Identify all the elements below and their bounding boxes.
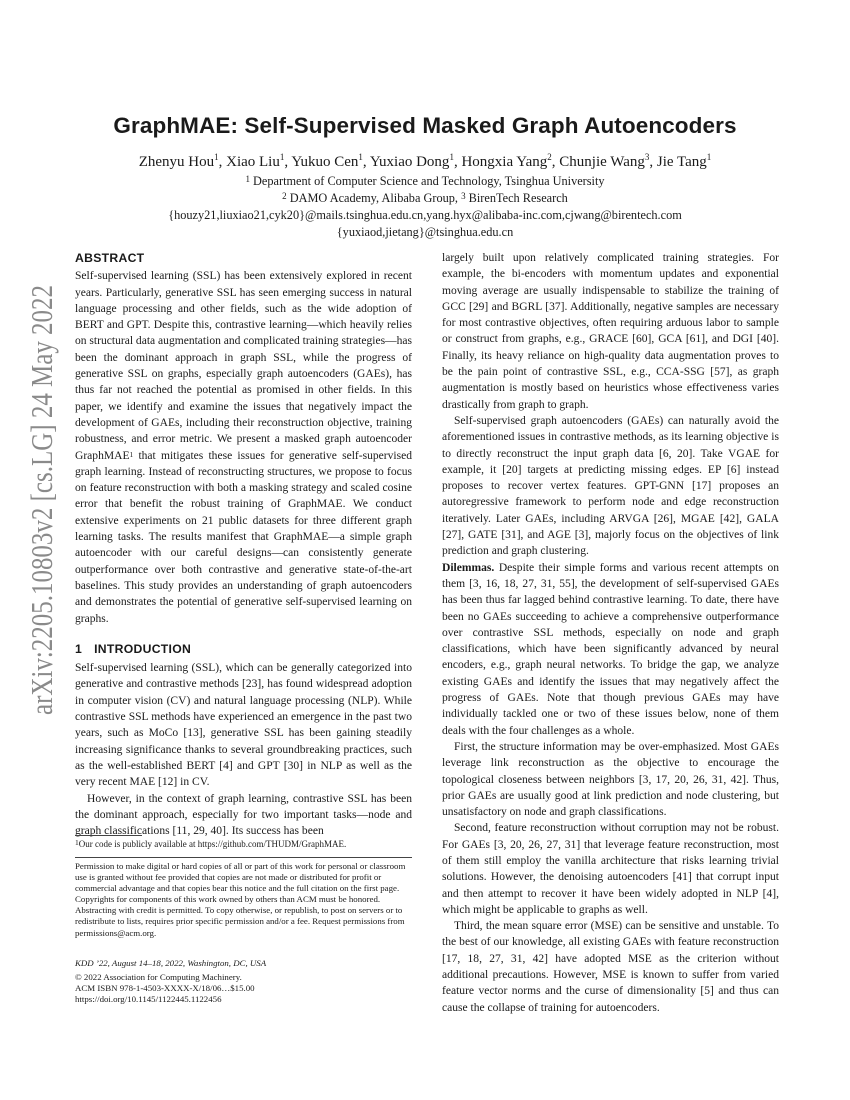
- affiliation-text: BirenTech Research: [468, 191, 568, 205]
- affiliation-mark: 2: [282, 191, 287, 201]
- author-affiliation-mark: 1: [214, 152, 219, 162]
- author: Hongxia Yang: [461, 154, 548, 170]
- introduction-heading: [75, 641, 412, 657]
- footnote-rule: [75, 835, 142, 836]
- footnote-text: Our code is publicly available at https://github.com/THUDM/GraphMAE.: [78, 839, 347, 849]
- copyright-line: © 2022 Association for Computing Machinery.: [75, 972, 242, 982]
- affiliation-mark: 1: [245, 174, 250, 184]
- intro-paragraph-2: However, in the context of graph learning, contrastive SSL has been the dominant approach, especially for two important tasks—node and graph classifications [11, 29, 40]. Its success has been: [75, 792, 412, 838]
- intro-paragraph-1: Self-supervised learning (SSL), which can be generally categorized into generative and contrastive methods [23], has found widespread adoption in computer vision (CV) and natural language processing (NLP). While contrastive SSL methods have experienced an emergence in the past two years, such as MoCo [13], generative SSL has been gaining steadily increasing significance thanks to several groundbreaking practices, such as the well-established BERT [4] and GPT [30] in NLP as well as the very recent MAE [12] in CV.: [75, 662, 412, 789]
- body-paragraph: largely built upon relatively complicated training strategies. For example, the bi-encoders with momentum updates and exponential moving average are usually indispensable to stabilize the training of GCC [29] and BGRL [37]. Additionally, negative samples are necessary for most contrastive objectives, often requiring arduous labor to sample or construct from graphs, e.g., GRACE [60], GCA [61], and DGI [40]. Finally, its heavy reliance on high-quality data augmentation proves to be the pain point of contrastive SSL, e.g., CCA-SSG [57], as graph augmentation is mostly based on heuristics whose effectiveness varies drastically from graph to graph.: [442, 252, 779, 411]
- author: Jie Tang: [656, 154, 707, 170]
- author: Chunjie Wang: [559, 154, 645, 170]
- dilemmas-paragraph: Dilemmas. Despite their simple forms and various recent attempts on them [3, 16, 18, 27, 31, 55], the development of self-supervised GAEs has been thus far lagged behind contrastive learning. To date, there have been no GAEs succeeding to achieve a comprehensive outperformance over contrastive SSL methods, especially on node and graph classifications, which have been significantly advanced by neural encoders, e.g., graph neural networks. To bridge the gap, we analyze existing GAEs and identify the issues that may negatively affect the progress of GAEs. Note that though previous GAEs may have individually tackled one or two of these issues below, none of them deals with the four challenges as a whole.: [442, 561, 779, 737]
- author: Yukuo Cen: [291, 154, 359, 170]
- affiliation-text: Department of Computer Science and Technology, Tsinghua University: [253, 174, 605, 188]
- author: Xiao Liu: [226, 154, 280, 170]
- author-affiliation-mark: 1: [706, 152, 712, 162]
- arxiv-stamp-text: arXiv:2205.10803v2 [cs.LG] 24 May 2022: [24, 285, 59, 715]
- author-list: Zhenyu Hou$^1$, Xiao Liu$^1$, Yukuo Cen$^1$, Yuxiao Dong$^1$, Hongxia Yang$^2$, Chunjie Wang$^3$, Jie Tang$^1$: [138, 152, 712, 170]
- author-emails-line-1: {houzy21,liuxiao21,cyk20}@mails.tsinghua.edu.cn,yang.hyx@alibaba-inc.com,cjwang@birentech.com: [168, 208, 682, 222]
- body-paragraph: Third, the mean square error (MSE) can be sensitive and unstable. To the best of our knowledge, all existing GAEs with feature reconstruction [17, 18, 27, 31, 42] have adopted MSE as the criterion without additional precautions. However, MSE is known to suffer from varied feature vector norms and the curse of dimensionality [5] and thus can cause the collapse of training for autoencoders.: [442, 920, 779, 1014]
- author-affiliation-mark: 1: [279, 152, 285, 162]
- affiliation-mark: 3: [461, 191, 466, 201]
- permission-rule: [75, 857, 412, 858]
- conference-venue: KDD ’22, August 14–18, 2022, Washington, DC, USA: [75, 958, 267, 968]
- author-affiliation-mark: 2: [547, 152, 552, 162]
- section-title: INTRODUCTION: [94, 641, 192, 656]
- arxiv-stamp: [22, 285, 62, 715]
- body-paragraph: Self-supervised graph autoencoders (GAEs) can naturally avoid the aforementioned issues in contrastive methods, as its learning objective is to directly reconstruct the input graph data [6, 20]. Take VGAE for example, it [20] targets at predicting missing edges. EP [6] instead proposes to recover vertex features. GPT-GNN [17] proposes an autoregressive framework to perform node and edge reconstruction iteratively. Later GAEs, including ARVGA [26], MGAE [42], GALA [27], GATE [31], and AGE [3], majorly focus on the objectives of link prediction and graph clustering.: [442, 414, 779, 558]
- author: Yuxiao Dong: [369, 154, 450, 170]
- author-affiliation-mark: 1: [449, 152, 454, 162]
- author: Zhenyu Hou: [138, 154, 215, 170]
- author-emails-line-2: {yuxiaod,jietang}@tsinghua.edu.cn: [336, 225, 514, 239]
- permission-notice: Permission to make digital or hard copies of all or part of this work for personal or classroom use is granted without fee provided that copies are not made or distributed for profit or commercial advantage and that copies bear this notice and the full citation on the first page. Copyrights for components of this work owned by others than ACM must be honored. Abstracting with credit is permitted. To copy otherwise, or republish, to post on servers or to redistribute to lists, requires prior specific permission and/or a fee. Request permissions from permissions@acm.org.: [75, 861, 406, 938]
- left-column: [75, 250, 412, 839]
- body-paragraph: Second, feature reconstruction without corruption may not be robust. For GAEs [3, 20, 26, 27, 31] that leverage feature reconstruction, most of them still employ the vanilla architecture that risks learning trivial solutions. However, the denoising autoencoders [41] that corrupt input and then attempt to recover it have been widely adopted in NLP [4], which might be applicable to graphs as well.: [442, 822, 779, 916]
- affiliation-2: [0, 190, 850, 207]
- footnote-mark: 1: [129, 449, 134, 459]
- abstract-heading: ABSTRACT: [75, 251, 145, 265]
- paper-title: GraphMAE: Self-Supervised Masked Graph Autoencoders: [113, 113, 737, 138]
- section-number: 1: [75, 641, 83, 656]
- author-affiliation-mark: 3: [644, 152, 650, 162]
- affiliation-text: DAMO Academy, Alibaba Group,: [289, 191, 458, 205]
- body-paragraph: First, the structure information may be over-emphasized. Most GAEs leverage link reconstruction as the objective to encourage the topological closeness between neighbors [3, 17, 20, 26, 31, 42]. Thus, prior GAEs are usually good at link prediction and node clustering, but unsatisfactory on node and graph classifications.: [442, 740, 779, 819]
- affiliation-1: [0, 173, 850, 190]
- footnote-mark: 1: [75, 838, 79, 847]
- footnote: [75, 838, 412, 850]
- doi-link[interactable]: https://doi.org/10.1145/1122445.1122456: [75, 994, 222, 1005]
- abstract-text: Self-supervised learning (SSL) has been extensively explored in recent years. Particularly, generative SSL has seen emerging success in natural language processing and other fields, such as the wide adoption of BERT and GPT. Despite this, contrastive learning—which heavily relies on structural data augmentation and complicated training strategies—has been the dominant approach in graph SSL, while the progress of generative SSL on graphs, especially graph autoencoders (GAEs), has thus far not reached the potential as promised in other fields. In this paper, we identify and examine the issues that negatively impact the development of GAEs, including their reconstruction objective, training robustness, and error metric. We present a masked graph autoencoder GraphMAE$^1$ that mitigates these issues for generative self-supervised graph learning. Instead of reconstructing structures, we propose to focus on feature reconstruction with both a masking strategy and scaled cosine error that benefit the robust training of GraphMAE. We conduct extensive experiments on 21 public datasets for three different graph learning tasks. The results manifest that GraphMAE—a simple graph autoencoder with our careful designs—can consistently generate outperformance over both contrastive and generative state-of-the-art baselines. This study provides an understanding of graph autoencoders and demonstrates the potential of generative self-supervised learning on graphs.: [75, 270, 412, 625]
- dilemmas-label: Dilemmas.: [442, 561, 495, 574]
- copyright-block: [75, 972, 412, 1005]
- isbn-line: ACM ISBN 978-1-4503-XXXX-X/18/06…$15.00: [75, 983, 255, 994]
- author-affiliation-mark: 1: [358, 152, 363, 162]
- right-column: [442, 250, 779, 1016]
